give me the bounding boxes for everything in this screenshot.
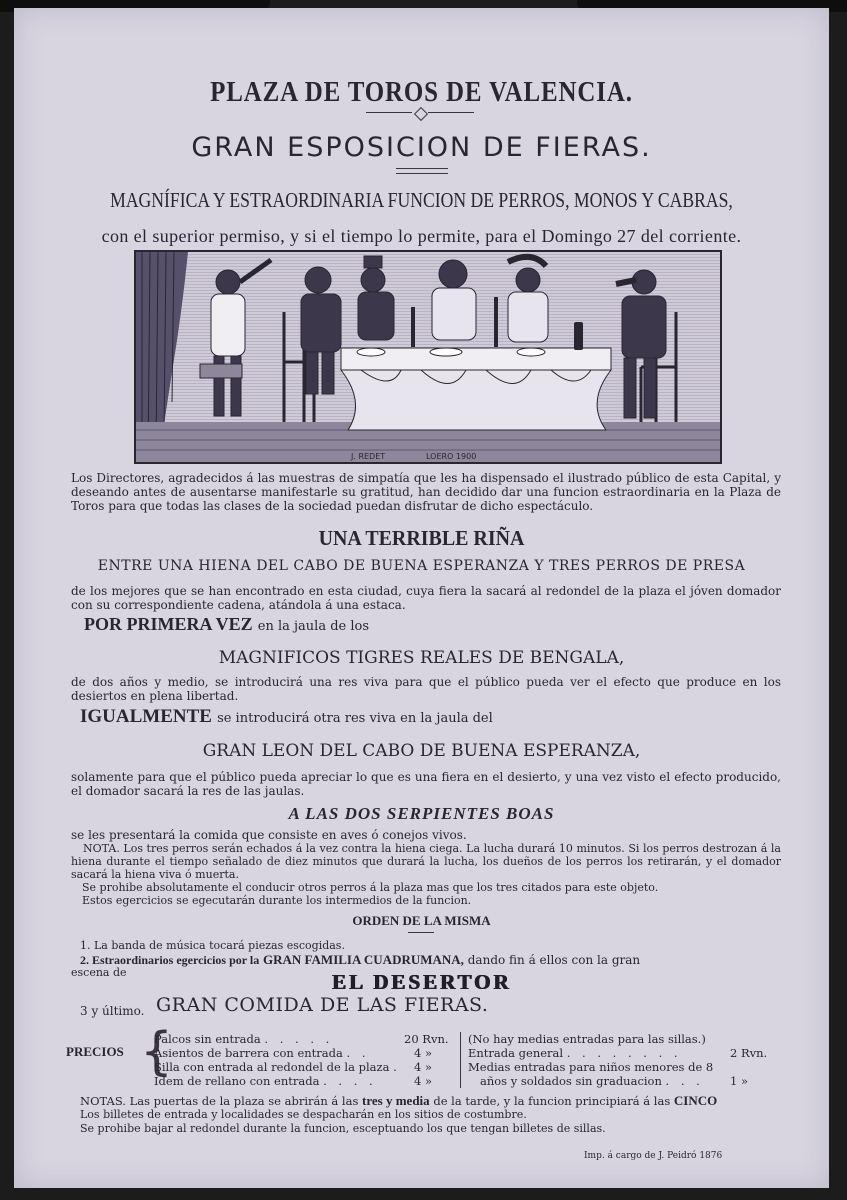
fight-title: UNA TERRIBLE RIÑA bbox=[318, 526, 525, 550]
price-value: 20 Rvn. bbox=[404, 1032, 449, 1046]
notas-line-1 bbox=[80, 1093, 717, 1109]
poster-subtitle: GRAN ESPOSICION DE FIERAS. bbox=[191, 132, 652, 163]
engraving-signature-2: LOERO 1900 bbox=[426, 452, 477, 461]
notas-c: de la tarde, y la funcion principiará á las bbox=[433, 1094, 671, 1108]
price-value: 4 » bbox=[414, 1060, 433, 1074]
price-value: 2 Rvn. bbox=[730, 1046, 768, 1060]
order-item-2-b: GRAN FAMILIA CUADRUMANA, bbox=[263, 952, 464, 967]
poster-tagline: MAGNÍFICA Y ESTRAORDINARIA FUNCION DE PERROS, MONOS Y CABRAS, bbox=[110, 188, 733, 212]
order-item-2-c: dando fin á ellos con la gran bbox=[467, 953, 641, 967]
notas-b: tres y media bbox=[362, 1093, 430, 1108]
subtitle-rule-1 bbox=[396, 168, 448, 169]
price-row: Asientos de barrera con entrada . . 4 » bbox=[154, 1046, 433, 1060]
poster-date-line: con el superior permiso, y si el tiempo lo permite, para el Domingo 27 del corriente. bbox=[101, 226, 742, 246]
lion-title: GRAN LEON DEL CABO DE BUENA ESPERANZA, bbox=[202, 741, 641, 761]
order-item-2 bbox=[80, 952, 640, 968]
prices-divider bbox=[460, 1032, 461, 1088]
fight-subtitle: ENTRE UNA HIENA DEL CABO DE BUENA ESPERANZA Y TRES PERROS DE PRESA bbox=[97, 558, 746, 574]
lion-paragraph: solamente para que el público pueda apreciar lo que es una fiera en el desierto, y una vez visto el efecto producido, el domador sacará la res de las jaulas. bbox=[71, 770, 781, 798]
order-title: ORDEN DE LA MISMA bbox=[352, 913, 491, 928]
price-value: 4 » bbox=[414, 1074, 433, 1088]
price-label: Medias entradas para niños menores de 8 bbox=[468, 1060, 714, 1074]
price-label: Idem de rellano con entrada bbox=[154, 1074, 320, 1088]
nota-paragraph: NOTA. Los tres perros serán echados á la vez contra la hiena ciega. La lucha durará 10 minutos. Si los perros destrozan á la hiena durante el tiempo señalado de diez minutos que durará la lucha, los dueños de los perros los retirarán, y el domador sacará la hiena viva ó muerta. bbox=[71, 842, 781, 881]
order-item-2-d: escena de bbox=[71, 966, 127, 979]
notas-d: CINCO bbox=[673, 1093, 718, 1108]
first-time-line bbox=[84, 614, 369, 635]
order-item-2-a: 2. Estraordinarios egercicios por la bbox=[80, 953, 260, 967]
prices-label: PRECIOS bbox=[66, 1044, 124, 1059]
engraving-signature-1: J. REDET bbox=[351, 452, 386, 461]
subtitle-rule-2 bbox=[396, 173, 448, 174]
order-item-3-title: GRAN COMIDA DE LAS FIERAS. bbox=[156, 994, 489, 1016]
likewise-lead: IGUALMENTE bbox=[80, 706, 212, 727]
price-label: Silla con entrada al redondel de la plaza bbox=[154, 1060, 390, 1074]
first-time-lead: POR PRIMERA VEZ bbox=[84, 614, 253, 634]
notas-a: NOTAS. Las puertas de la plaza se abrirán á las bbox=[80, 1094, 359, 1108]
boas-title: A LAS DOS SERPIENTES BOAS bbox=[288, 804, 555, 823]
prices-right-list bbox=[468, 1032, 778, 1088]
price-row: Palcos sin entrada . . . . . 20 Rvn. bbox=[154, 1032, 449, 1046]
order-item-1: 1. La banda de música tocará piezas escogidas. bbox=[80, 939, 345, 952]
price-row bbox=[468, 1060, 778, 1074]
poster-title: PLAZA DE TOROS DE VALENCIA. bbox=[210, 76, 633, 108]
first-time-rest: en la jaula de los bbox=[257, 619, 370, 634]
deserter-title: EL DESERTOR bbox=[331, 970, 512, 994]
notas-line-2: Los billetes de entrada y localidades se despacharán en los sitios de costumbre. bbox=[80, 1108, 527, 1121]
likewise-rest: se introducirá otra res viva en la jaula del bbox=[217, 711, 493, 726]
likewise-line bbox=[80, 706, 493, 728]
monkeys-dining-illustration bbox=[136, 252, 720, 462]
price-row: Idem de rellano con entrada . . . . 4 » bbox=[154, 1074, 433, 1088]
price-label: años y soldados sin graduacion bbox=[480, 1074, 662, 1088]
price-label: Entrada general bbox=[468, 1046, 564, 1060]
order-item-3-number: 3 y último. bbox=[80, 1004, 145, 1018]
boas-paragraph: se les presentará la comida que consiste en aves ó conejos vivos. bbox=[71, 828, 467, 842]
title-ornament bbox=[366, 108, 476, 118]
tigers-paragraph: de dos años y medio, se introducirá una res viva para que el público pueda ver el efecto que produce en los desiertos en plena libertad. bbox=[71, 675, 781, 703]
poster-sheet bbox=[14, 8, 829, 1188]
exercises-line: Estos egercicios se egecutarán durante los intermedios de la funcion. bbox=[82, 894, 472, 907]
price-value: 4 » bbox=[414, 1046, 433, 1060]
price-label: Asientos de barrera con entrada bbox=[154, 1046, 343, 1060]
banquet-engraving bbox=[134, 250, 722, 464]
notas-line-3: Se prohibe bajar al redondel durante la funcion, esceptuando los que tengan billetes de sillas. bbox=[80, 1122, 606, 1135]
intro-paragraph: Los Directores, agradecidos á las muestras de simpatía que les ha dispensado el ilustrado público de esta Capital, y deseando antes de ausentarse manifestarle su gratitud, han decidido dar una funcion estraordinaria en la Plaza de Toros para que todas las clases de la sociedad puedan disfrutar de dicho espectáculo. bbox=[71, 471, 781, 513]
price-row: Silla con entrada al redondel de la plaza . 4 » bbox=[154, 1060, 433, 1074]
price-label: Palcos sin entrada bbox=[154, 1032, 261, 1046]
order-rule bbox=[408, 932, 434, 933]
price-row: años y soldados sin graduacion . . . 1 » bbox=[480, 1074, 749, 1088]
prices-left-list bbox=[154, 1032, 454, 1088]
prices-right-note: (No hay medias entradas para las sillas.) bbox=[468, 1032, 706, 1046]
tigers-title: MAGNIFICOS TIGRES REALES DE BENGALA, bbox=[218, 648, 625, 668]
price-value: 1 » bbox=[730, 1074, 749, 1088]
fight-paragraph: de los mejores que se han encontrado en esta ciudad, cuya fiera la sacará al redondel de la plaza el jóven domador con su correspondiente cadena, atándola á una estaca. bbox=[71, 584, 781, 612]
imprint: Imp. á cargo de J. Peidró 1876 bbox=[584, 1151, 723, 1161]
price-row: Entrada general . . . . . . . . 2 Rvn. bbox=[468, 1046, 768, 1060]
prohibition-line: Se prohibe absolutamente el conducir otros perros á la plaza mas que los tres citados para este objeto. bbox=[82, 881, 659, 894]
prices-brace: { bbox=[140, 1022, 174, 1082]
